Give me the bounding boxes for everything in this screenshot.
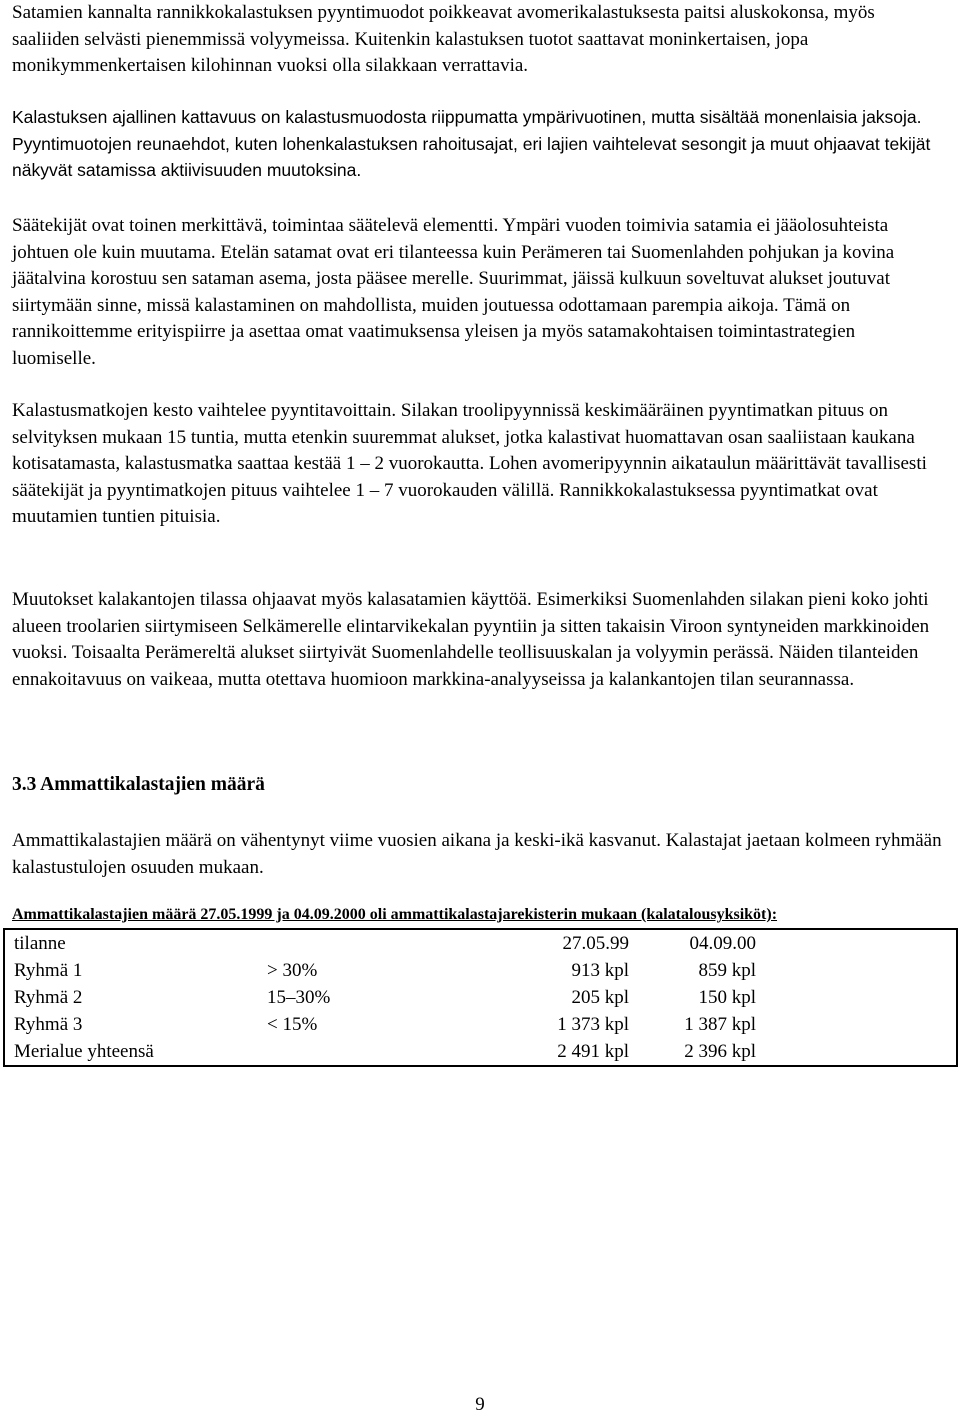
row-value-2000: 04.09.00: [689, 933, 756, 954]
row-label: Merialue yhteensä: [14, 1041, 154, 1062]
row-value-2000: 2 396 kpl: [684, 1041, 756, 1062]
row-label: tilanne: [14, 933, 66, 954]
table-caption: Ammattikalastajien määrä 27.05.1999 ja 04.09.2000 oli ammattikalastajarekisterin mukaan (kalatalousyksiköt):: [12, 906, 778, 923]
row-value-2000: 150 kpl: [698, 987, 756, 1008]
table-row: [4, 1038, 957, 1066]
row-value-2000: 1 387 kpl: [684, 1014, 756, 1035]
row-label: Ryhmä 3: [14, 1014, 83, 1035]
row-share: [254, 1038, 467, 1066]
page-number: 9: [475, 1394, 485, 1415]
paragraph-harbour-fishing: Satamien kannalta rannikkokalastuksen pyyntimuodot poikkeavat avomerikalastuksesta paitsi aluskokonsa, myös saaliiden selvästi pienemmissä volyymeissa. Kuitenkin kalastuksen tuotot saattavat moninkertaisen, jopa monikymmenkertaisen kilohinnan vuoksi olla silakkaan verrattavia.: [12, 2, 875, 76]
paragraph-weather-factors: Säätekijät ovat toinen merkittävä, toimintaa säätelevä elementti. Ympäri vuoden toimivia satamia ei jääolosuhteista johtuen ole kuin muutama. Etelän satamat ovat eri tilanteessa kuin Perämeren tai Suomenlahden pohjukan ja kovina jäätalvina korostuu sen sataman asema, josta pääsee merelle. Suurimmat, jäissä kulkuun soveltuvat alukset joutuvat siirtymään sinne, missä kalastaminen on mahdollista, muiden joutuessa odottamaan parempia aikoja. Tämä on rannikoittemme erityispiirre ja asettaa omat vaatimuksensa yleisen ja myös satamakohtaisen toimintastrategien luomiselle.: [12, 215, 895, 369]
row-value-1999: 2 491 kpl: [557, 1041, 629, 1062]
row-value-2000: 859 kpl: [698, 960, 756, 981]
row-label: Ryhmä 1: [14, 960, 83, 981]
table-row: [4, 957, 957, 984]
section-heading: 3.3 Ammattikalastajien määrä: [12, 774, 265, 795]
row-value-1999: 913 kpl: [571, 960, 629, 981]
fishermen-table: [3, 928, 958, 1067]
row-label: Ryhmä 2: [14, 987, 83, 1008]
paragraph-fisher-count: Ammattikalastajien määrä on vähentynyt viime vuosien aikana ja keski-ikä kasvanut. Kalastajat jaetaan kolmeen ryhmään kalastustulojen osuuden mukaan.: [12, 830, 942, 878]
row-share: 15–30%: [267, 987, 331, 1008]
row-value-1999: 27.05.99: [562, 933, 629, 954]
row-share: [254, 929, 467, 957]
table-row: [4, 929, 957, 957]
paragraph-stock-changes: Muutokset kalakantojen tilassa ohjaavat myös kalasatamien käyttöä. Esimerkiksi Suomenlahden silakan pieni koko johti alueen troolarien siirtymiseen Selkämerelle elintarvikekalan pyyntiin ja sitten takaisin Viroon syntyneiden markkinoiden vuoksi. Toisaalta Perämereltä alukset siirtyivät Suomenlahdelle teollisuuskalan ja volyymin perässä. Näiden tilanteiden ennakoitavuus on vaikeaa, mutta otettava huomioon markkina-analyyseissa ja kalankantojen tilan seurannassa.: [12, 589, 930, 690]
table-row: [4, 1011, 957, 1038]
row-value-1999: 1 373 kpl: [557, 1014, 629, 1035]
row-value-1999: 205 kpl: [571, 987, 629, 1008]
row-share: < 15%: [267, 1014, 318, 1035]
paragraph-temporal-coverage: Kalastuksen ajallinen kattavuus on kalastusmuodosta riippumatta ympärivuotinen, mutta sisältää monenlaisia jaksoja. Pyyntimuotojen reunaehdot, kuten lohenkalastuksen rahoitusajat, eri lajien vaihtelevat sesongit ja muut ohjaavat tekijät näkyvät satamissa aktiivisuuden muutoksina.: [12, 107, 931, 180]
table-row: [4, 984, 957, 1011]
row-share: > 30%: [267, 960, 318, 981]
paragraph-trip-duration: Kalastusmatkojen kesto vaihtelee pyyntitavoittain. Silakan troolipyynnissä keskimääräinen pyyntimatkan pituus on selvityksen mukaan 15 tuntia, mutta etenkin suuremmat alukset, jotka kalastivat huomattavan osan saaliistaan kaukana kotisatamasta, kalastusmatka saattaa kestää 1 – 2 vuorokautta. Lohen avomeripyynnin aikataulun määrittävät tavallisesti säätekijät ja pyyntimatkojen pituus vaihtelee 1 – 7 vuorokauden välillä. Rannikkokalastuksessa pyyntimatkat ovat muutamien tuntien pituisia.: [12, 400, 927, 527]
